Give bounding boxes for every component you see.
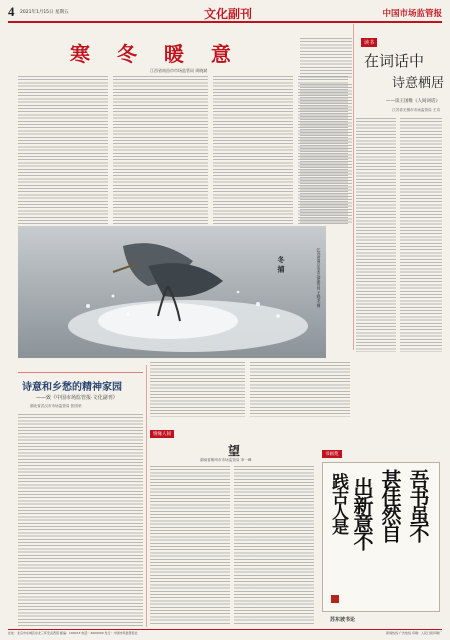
calligraphy-col-3: 出新意不 <box>350 477 374 549</box>
photo-bottom-text-b <box>250 362 350 417</box>
footer-right: 新闻热线 广告热线 印刷：人民日报印刷厂 <box>386 631 442 635</box>
main-article-col1 <box>18 76 108 224</box>
poem-subtitle: ——致《中国市场监管报·文化副刊》 <box>36 395 118 401</box>
header-rule <box>8 21 442 23</box>
main-title: 寒 冬 暖 意 <box>70 42 241 66</box>
essay-col-b <box>234 466 314 626</box>
calligraphy-label: 苏东坡书论 <box>330 617 356 623</box>
right-column-divider <box>353 24 354 350</box>
reading-byline: 江苏省无锡市市场监管局 王岚 <box>392 108 440 112</box>
photo-caption <box>292 248 322 334</box>
photo-bottom-text-a <box>150 362 245 417</box>
date-line: 2021年1月15日 星期五 <box>20 10 69 15</box>
reading-title-2: 诗意栖居 <box>392 76 445 91</box>
calligraphy-tag: 书画苑 <box>322 450 342 458</box>
right-col-text-top <box>300 38 352 78</box>
photo-title: 冬 捕 <box>277 256 285 273</box>
essay-byline: 湖南省郴州市市场监管局 李一峰 <box>200 458 252 462</box>
poem-body <box>18 414 143 626</box>
calligraphy-col-1: 吾书虽不 <box>406 469 430 541</box>
essay-left-divider <box>146 365 147 627</box>
main-article-col2 <box>113 76 208 224</box>
main-article-col3 <box>213 76 293 224</box>
heron-photo <box>18 226 326 358</box>
photo-caption-text: 江苏省南京市市场监管局 王晓龙 摄 <box>317 248 322 308</box>
reading-col-a <box>356 118 396 352</box>
footer-rule <box>8 629 442 630</box>
right-col-text-mid <box>300 84 352 224</box>
reading-subtitle: ——读王国维《人间词话》 <box>386 99 440 104</box>
poem-title: 诗意和乡愁的精神家园 <box>22 382 122 393</box>
essay-title: 望 <box>228 444 241 458</box>
page-header <box>8 4 442 20</box>
calligraphy-frame <box>322 462 440 612</box>
calligraphy-seal <box>331 595 339 603</box>
essay-tag: 情缘人间 <box>150 430 174 438</box>
reading-tag: 读书 <box>361 38 377 47</box>
calligraphy-col-2: 甚佳然自 <box>378 469 402 541</box>
main-byline: 江西省南昌市市场监管局 周晓斌 <box>150 68 208 73</box>
poem-top-rule <box>18 372 143 373</box>
essay-col-a <box>150 466 230 626</box>
heron-illustration <box>18 226 326 358</box>
footer-left: 社址：北京市东城区东北三环安贞西里 邮编：100013 电话：4000000 发行：中国市场监管报社 <box>8 631 138 635</box>
section-title: 文化副刊 <box>204 7 253 21</box>
reading-title-1: 在词话中 <box>364 52 425 70</box>
poem-byline: 湖北省武汉市市场监管局 张国荣 <box>30 404 82 408</box>
calligraphy-col-4: 践古人是 <box>328 473 348 533</box>
masthead: 中国市场监管报 <box>382 9 442 19</box>
reading-col-b <box>400 118 442 352</box>
page-number: 4 <box>8 4 15 19</box>
